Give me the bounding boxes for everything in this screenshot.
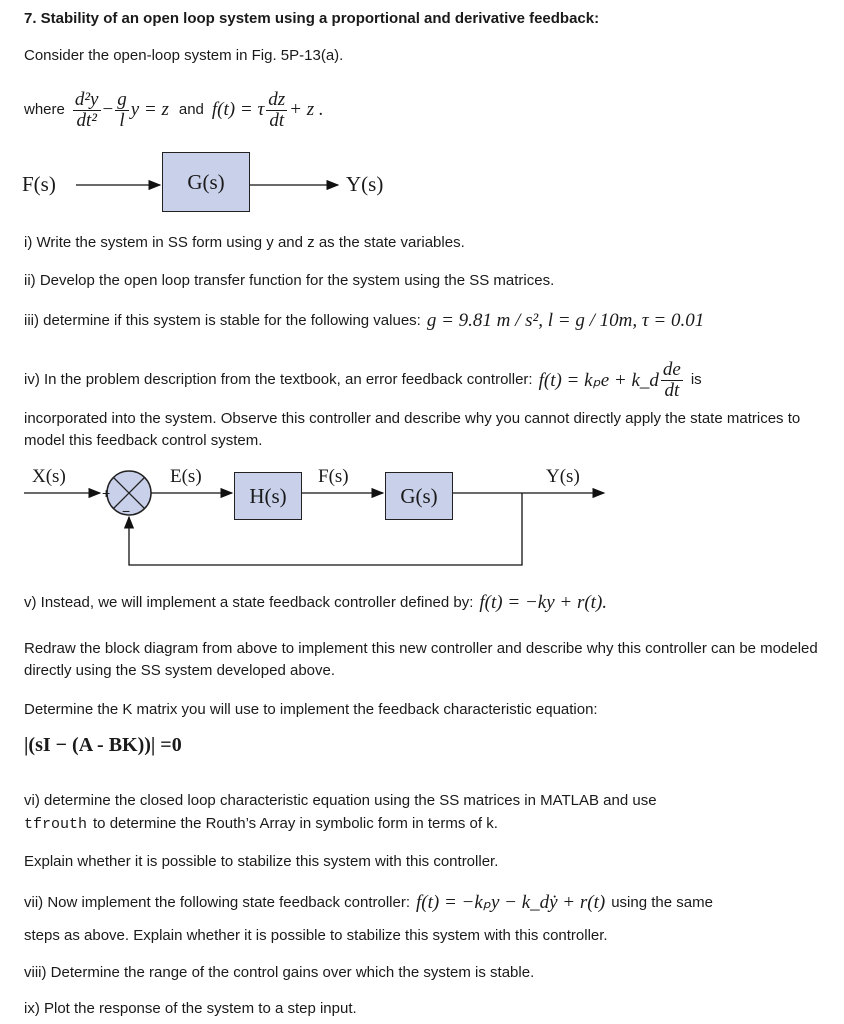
question-ii: ii) Develop the open loop transfer function for the system using the SS matrices.: [24, 272, 555, 289]
question-vi-continued: tfrouth to determine the Routh’s Array in symbolic form in terms of k.: [24, 815, 498, 833]
de-dt-fraction: $\frac{de}{dt}$: [662, 358, 681, 401]
intro-text: Consider the open-loop system in Fig. 5P-13(a).: [24, 47, 344, 64]
question-ix: ix) Plot the response of the system to a step input.: [24, 1000, 357, 1017]
where-label: where: [24, 101, 65, 118]
question-vii-continued: steps as above. Explain whether it is possible to stabilize this system with this controller.: [24, 927, 608, 944]
diagram2-error-label: E(s): [170, 466, 202, 487]
question-vii: vii) Now implement the following state feedback controller: f(t) = −kₚy − k_dẏ + r(t) using the same: [24, 892, 713, 913]
question-i: i) Write the system in SS form using y and z as the state variables.: [24, 234, 465, 251]
question-vi: vi) determine the closed loop characteristic equation using the SS matrices in MATLAB and use: [24, 792, 657, 809]
summing-plus-sign: +: [102, 485, 111, 501]
diagram2-force-label: F(s): [318, 466, 349, 487]
dz-dt-fraction: $\frac{dz}{dt}$: [268, 88, 286, 131]
question-iv-line: iv) In the problem description from the textbook, an error feedback controller: f(t) = kₚe + k_d $\frac{de}{dt}$ is: [24, 358, 702, 401]
diagram2-input-label: X(s): [32, 466, 66, 487]
diagram1-input-label: F(s): [22, 172, 56, 196]
diagram2-controller-block: H(s): [234, 472, 302, 520]
diagram1-plant-block: G(s): [162, 152, 250, 212]
question-v: v) Instead, we will implement a state feedback controller defined by: f(t) = −ky + r(t).: [24, 592, 608, 613]
question-iii: iii) determine if this system is stable for the following values: g = 9.81 m / s², l = g / 10m, τ = 0.01: [24, 310, 705, 331]
question-v-paragraph1: Redraw the block diagram from above to implement this new controller and describe why this controller can be modeled directly using the SS system developed above.: [24, 640, 818, 679]
second-derivative-fraction: $\frac{\text{d²y}}{\text{dt²}}$: [74, 88, 99, 131]
system-equation: where $\frac{\text{d²y}}{\text{dt²}}$ − $\frac{g}{l}$ y = z and f(t) = τ $\frac{dz}{dt}$ + z .: [24, 88, 324, 131]
diagram2-output-label: Y(s): [546, 466, 580, 487]
diagram2-plant-block: G(s): [385, 472, 453, 520]
tfrouth-code: tfrouth: [24, 815, 88, 833]
question-vi-paragraph2: Explain whether it is possible to stabilize this system with this controller.: [24, 853, 499, 870]
question-viii: viii) Determine the range of the control gains over which the system is stable.: [24, 964, 535, 981]
question-v-paragraph2: Determine the K matrix you will use to implement the feedback characteristic equation:: [24, 701, 598, 718]
diagram1-output-label: Y(s): [346, 172, 384, 196]
g-over-l-fraction: $\frac{g}{l}$: [117, 88, 127, 131]
characteristic-equation: |(sI − (A - BK))| =0: [24, 734, 182, 756]
summing-minus-sign: −: [122, 503, 131, 519]
heading: 7. Stability of an open loop system using a proportional and derivative feedback:: [24, 10, 600, 27]
question-iv-continued: incorporated into the system. Observe this controller and describe why you cannot directly apply the state matrices to model this feedback control system.: [24, 410, 801, 449]
